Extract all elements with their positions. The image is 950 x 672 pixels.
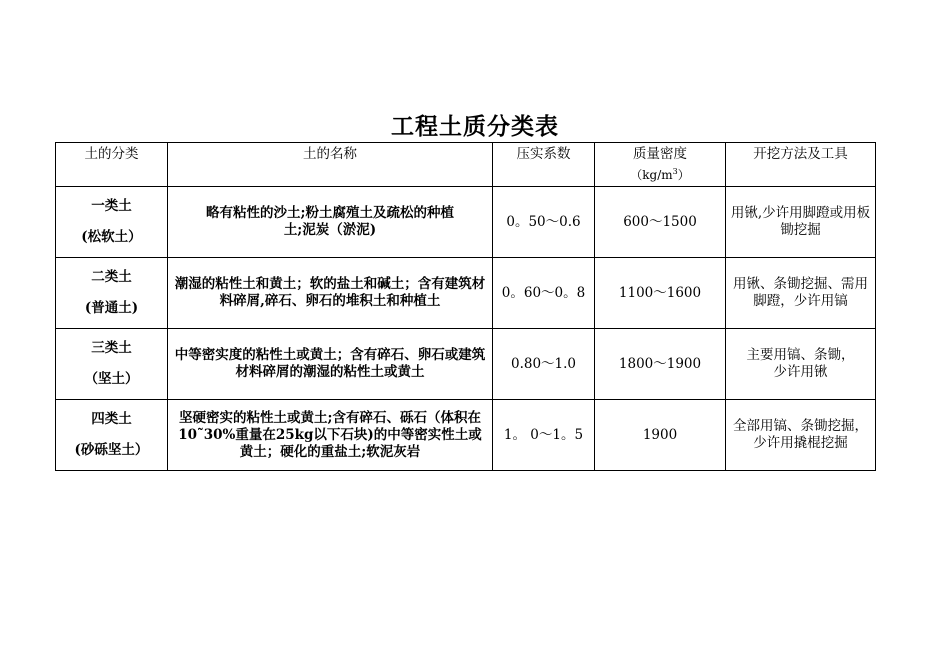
compaction-coefficient: 1。 0～1。5 bbox=[493, 400, 595, 471]
compaction-coefficient: 0。60～0。8 bbox=[493, 258, 595, 329]
excavation-method: 用锹、条锄挖掘、需用脚蹬，少许用镐 bbox=[726, 258, 876, 329]
soil-class-cell bbox=[56, 258, 168, 329]
soil-class: 一类土 bbox=[91, 198, 132, 214]
mass-density: 1900 bbox=[595, 400, 726, 471]
compaction-coefficient: 0.80～1.0 bbox=[493, 329, 595, 400]
soil-classification-table bbox=[55, 142, 876, 471]
soil-name: 略有粘性的沙土;粉土腐殖土及疏松的种植土;泥炭（淤泥) bbox=[168, 187, 493, 258]
table-row bbox=[56, 329, 876, 400]
soil-class: 二类土 bbox=[91, 269, 132, 285]
header-name: 土的名称 bbox=[168, 143, 493, 187]
header-density-label: 质量密度 bbox=[633, 146, 687, 162]
header-coefficient: 压实系数 bbox=[493, 143, 595, 187]
mass-density: 1800～1900 bbox=[595, 329, 726, 400]
mass-density: 600～1500 bbox=[595, 187, 726, 258]
header-density-unit bbox=[599, 163, 721, 184]
soil-class-cell bbox=[56, 187, 168, 258]
soil-name: 潮湿的粘性土和黄土；软的盐土和碱土；含有建筑材料碎屑,碎石、卵石的堆积土和种植土 bbox=[168, 258, 493, 329]
excavation-method: 主要用镐、条锄，少许用锹 bbox=[726, 329, 876, 400]
soil-class: 三类土 bbox=[91, 340, 132, 356]
header-density bbox=[595, 143, 726, 187]
soil-class: 四类土 bbox=[91, 411, 132, 427]
page-title: 工程土质分类表 bbox=[391, 113, 559, 140]
table-row bbox=[56, 258, 876, 329]
table-header-row bbox=[56, 143, 876, 187]
header-class: 土的分类 bbox=[56, 143, 168, 187]
soil-name: 中等密实度的粘性土或黄土；含有碎石、卵石或建筑材料碎屑的潮湿的粘性土或黄土 bbox=[168, 329, 493, 400]
compaction-coefficient: 0。50～0.6 bbox=[493, 187, 595, 258]
soil-name: 坚硬密实的粘性土或黄土;含有碎石、砾石（体积在10˜30%重量在25kg以下石块)的中等密实性土或黄土；硬化的重盐土;软泥灰岩 bbox=[168, 400, 493, 471]
density-unit-close: ） bbox=[677, 168, 690, 182]
soil-class-cell bbox=[56, 329, 168, 400]
density-unit-sup: 3 bbox=[672, 167, 678, 176]
table-row bbox=[56, 187, 876, 258]
table-row bbox=[56, 400, 876, 471]
soil-class-sub: (普通土) bbox=[84, 300, 139, 316]
header-method: 开挖方法及工具 bbox=[726, 143, 876, 187]
soil-class-sub: (砂砾坚土） bbox=[74, 442, 149, 458]
soil-class-sub: (松软土） bbox=[81, 229, 142, 245]
excavation-method: 全部用镐、条锄挖掘，少许用撬棍挖掘 bbox=[726, 400, 876, 471]
density-unit-text: （kg/m bbox=[630, 168, 673, 182]
excavation-method: 用锹,少许用脚蹬或用板锄挖掘 bbox=[726, 187, 876, 258]
soil-class-sub: （坚土） bbox=[84, 371, 139, 387]
mass-density: 1100～1600 bbox=[595, 258, 726, 329]
soil-class-cell bbox=[56, 400, 168, 471]
